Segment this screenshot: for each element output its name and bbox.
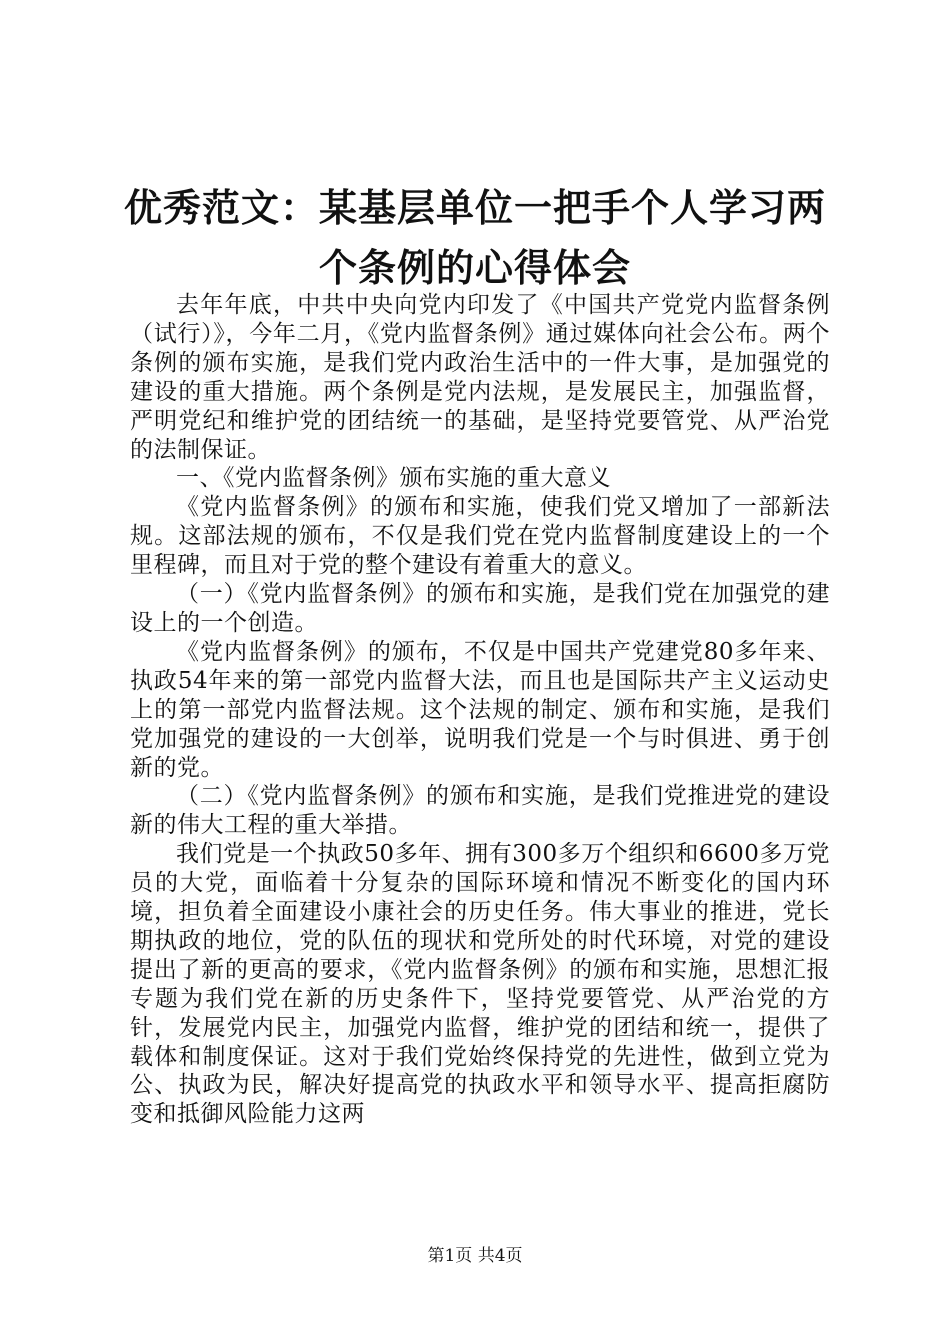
subsection-heading-1: （一）《党内监督条例》的颁布和实施，是我们党在加强党的建设上的一个创造。 xyxy=(130,581,830,636)
subsection-heading-2: （二）《党内监督条例》的颁布和实施，是我们党推进党的建设新的伟大工程的重大举措。 xyxy=(130,783,830,839)
paragraph-subsection-2: 我们党是一个执政50多年、拥有300多万个组织和6600多万党员的大党，面临着十分复杂的国际环境和情况不断变化的国内环境，担负着全面建设小康社会的历史任务。伟大事业的推进，党长期执政的地位，党的队伍的现状和党所处的时代环境，对党的建设提出了新的更高的要求，《党内监督条例》的颁布和实施，思想汇报专题为我们党在新的历史条件下，坚持党要管党、从严治党的方针，发展党内民主，加强党内监督，维护党的团结和统一，提供了载体和制度保证。这对于我们党始终保持党的先进性，做到立党为公、执政为民，解决好提高党的执政水平和领导水平、提高拒腐防变和抵御风险能力这两 xyxy=(130,841,830,1128)
paragraph-section-1: 《党内监督条例》的颁布和实施，使我们党又增加了一部新法规。这部法规的颁布，不仅是我们党在党内监督制度建设上的一个里程碑，而且对于党的整个建设有着重大的意义。 xyxy=(130,494,830,579)
section-heading-1: 一、《党内监督条例》颁布实施的重大意义 xyxy=(176,465,611,492)
document-body xyxy=(130,291,830,1129)
paragraph-intro: 去年年底，中共中央向党内印发了《中国共产党党内监督条例（试行）》，今年二月，《党内监督条例》通过媒体向社会公布。两个条例的颁布实施，是我们党内政治生活中的一件大事，是加强党的建设的重大措施。两个条例是党内法规，是发展民主，加强监督，严明党纪和维护党的团结统一的基础，是坚持党要管党、从严治党的法制保证。 xyxy=(130,292,830,463)
page-footer: 第1页 共4页 xyxy=(427,1246,523,1266)
paragraph-subsection-1: 《党内监督条例》的颁布，不仅是中国共产党建党80多年来、执政54年来的第一部党内监督大法，而且也是国际共产主义运动史上的第一部党内监督法规。这个法规的制定、颁布和实施，是我们党加强党的建设的一大创举，说明我们党是一个与时俱进、勇于创新的党。 xyxy=(130,638,830,781)
document-title: 优秀范文：某基层单位一把手个人学习两个条例的心得体会 xyxy=(123,185,826,290)
